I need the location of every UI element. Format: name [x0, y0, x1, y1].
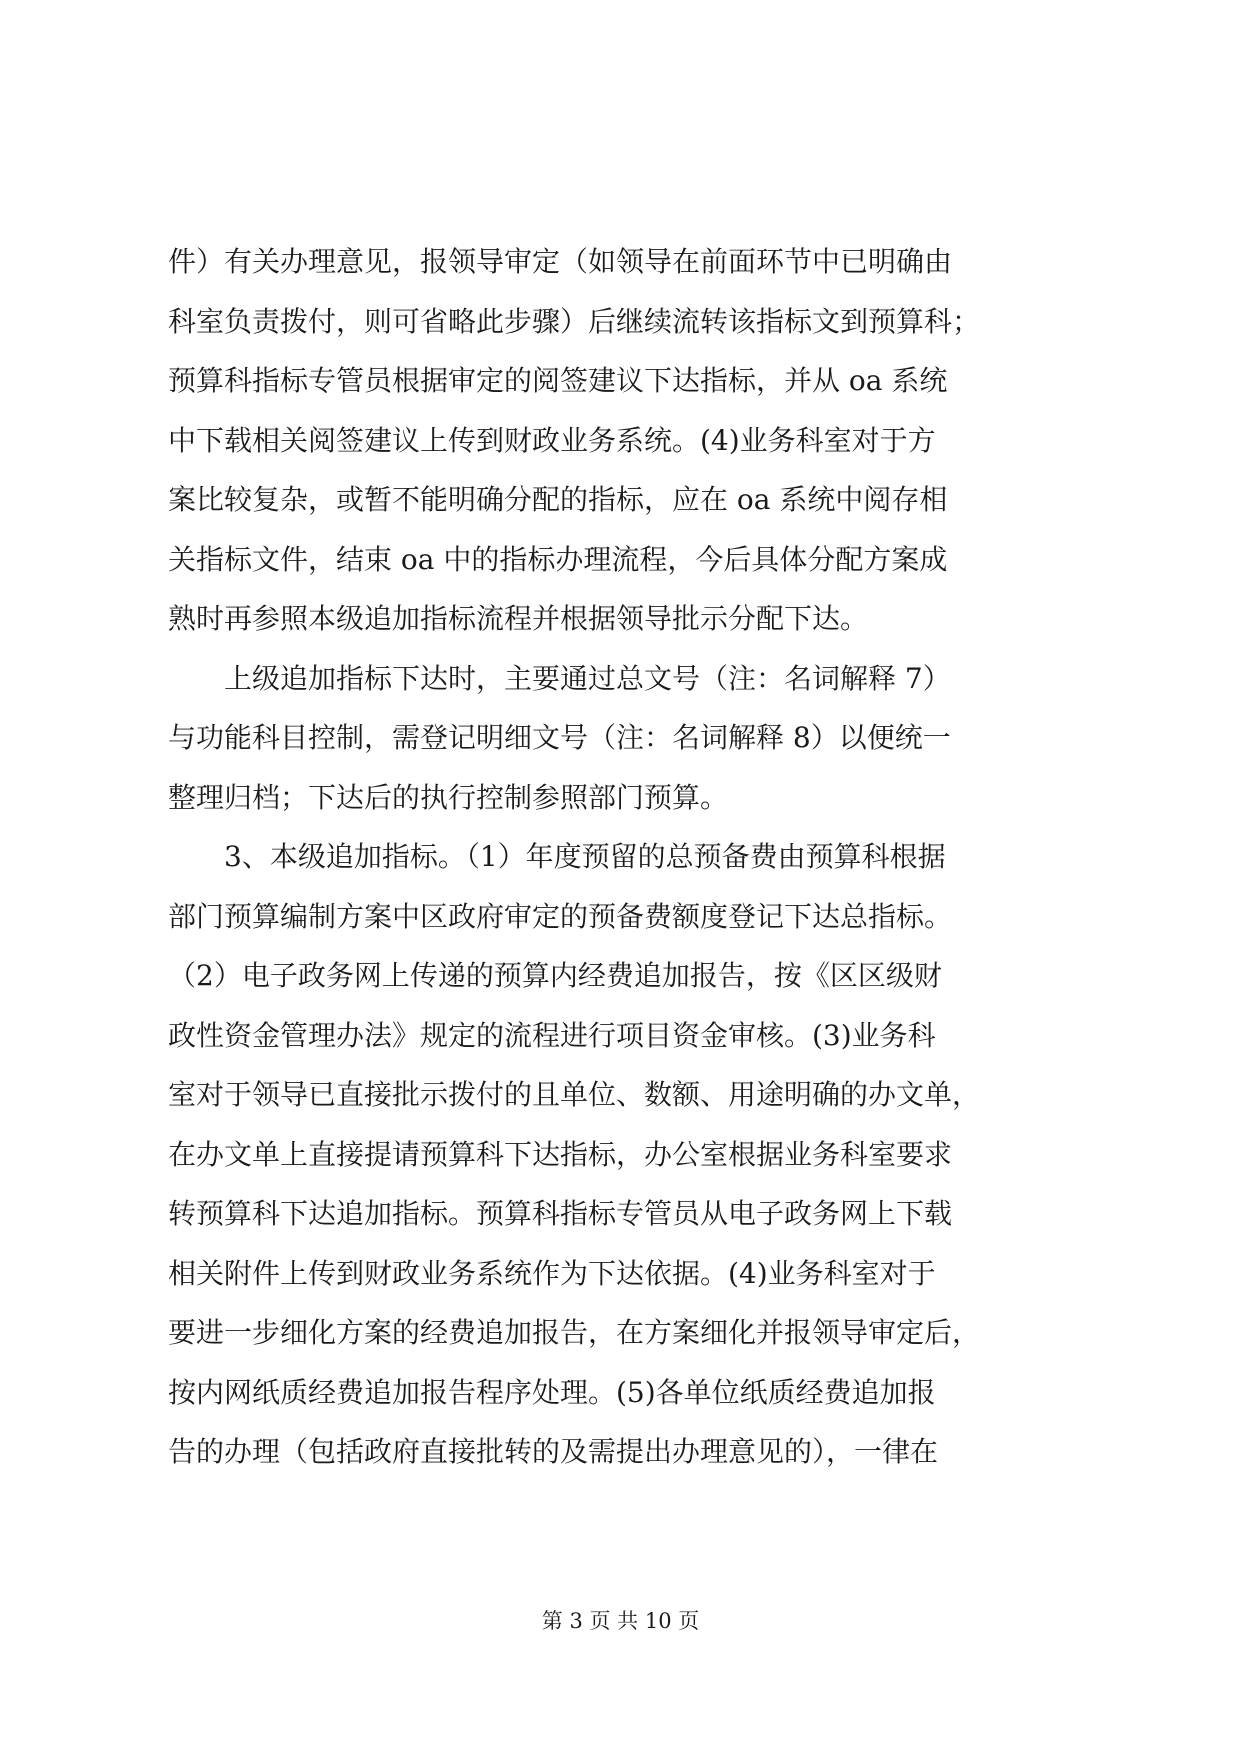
text-line: 政性资金管理办法》规定的流程进行项目资金审核。(3)业务科: [168, 1018, 936, 1052]
text-line: 相关附件上传到财政业务系统作为下达依据。(4)业务科室对于: [168, 1256, 936, 1290]
text-line: 要进一步细化方案的经费追加报告，在方案细化并报领导审定后，: [168, 1316, 981, 1349]
text-line: 科室负责拨付，则可省略此步骤）后继续流转该指标文到预算科；: [168, 304, 981, 338]
document-body: [168, 232, 1072, 1482]
text-line: 部门预算编制方案中区政府审定的预备费额度登记下达总指标。: [168, 899, 953, 933]
text-line: 关指标文件，结束 oa 中的指标办理流程，今后具体分配方案成: [168, 542, 948, 576]
text-line: 转预算科下达追加指标。预算科指标专管员从电子政务网上下载: [168, 1197, 953, 1230]
text-line: 室对于领导已直接批示拨付的且单位、数额、用途明确的办文单，: [168, 1078, 981, 1111]
page-number-footer: 第 3 页 共 10 页: [541, 1609, 700, 1633]
paragraph-start-line: 3、本级追加指标。（1）年度预留的总预备费由预算科根据: [168, 840, 946, 873]
text-line: 中下载相关阅签建议上传到财政业务系统。(4)业务科室对于方: [168, 423, 936, 457]
text-line: 案比较复杂，或暂不能明确分配的指标，应在 oa 系统中阅存相: [168, 483, 948, 516]
text-line: 件）有关办理意见，报领导审定（如领导在前面环节中已明确由: [168, 245, 953, 278]
text-line: 熟时再参照本级追加指标流程并根据领导批示分配下达。: [168, 602, 869, 635]
text-line: 与功能科目控制，需登记明细文号（注：名词解释 8）以便统一: [168, 721, 951, 754]
text-line: 按内网纸质经费追加报告程序处理。(5)各单位纸质经费追加报: [168, 1375, 936, 1409]
text-line: （2）电子政务网上传递的预算内经费追加报告，按《区区级财: [168, 959, 942, 992]
text-line: 预算科指标专管员根据审定的阅签建议下达指标，并从 oa 系统: [168, 364, 948, 397]
text-line: 告的办理（包括政府直接批转的及需提出办理意见的），一律在: [168, 1435, 939, 1468]
text-line: 整理归档；下达后的执行控制参照部门预算。: [168, 780, 729, 814]
text-line: 在办文单上直接提请预算科下达指标，办公室根据业务科室要求: [168, 1137, 953, 1171]
paragraph-start-line: 上级追加指标下达时，主要通过总文号（注：名词解释 7）: [168, 661, 951, 695]
